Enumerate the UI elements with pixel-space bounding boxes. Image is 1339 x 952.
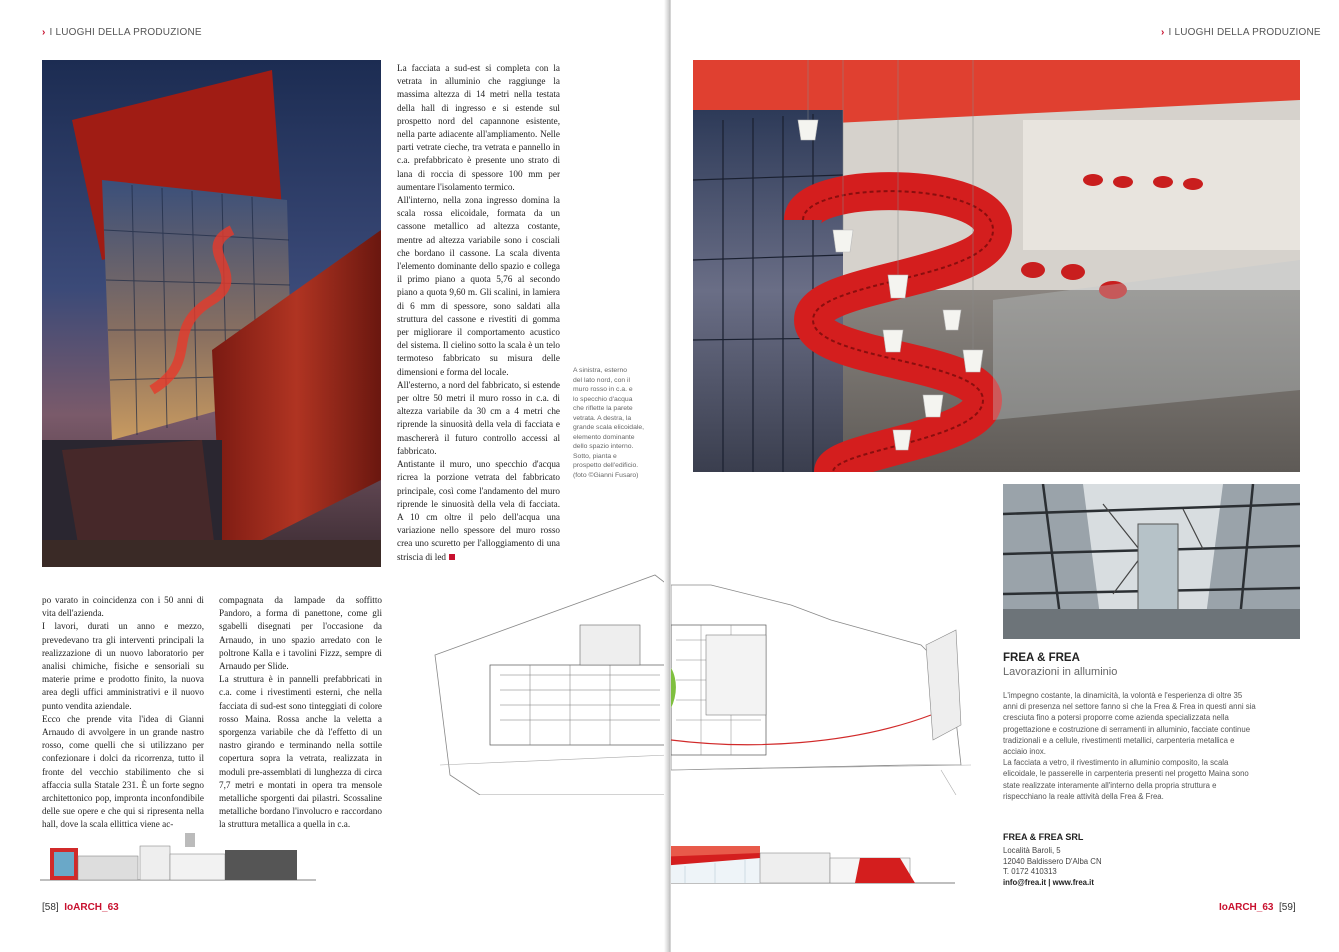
paragraph: po varato in coincidenza con i 50 anni di vita dell'azienda. — [42, 595, 204, 619]
running-head-left — [42, 27, 202, 38]
folio-left — [42, 902, 119, 913]
sponsor-photo — [1003, 484, 1300, 639]
exterior-photo — [42, 60, 381, 567]
sponsor-name: FREA & FREA — [1003, 652, 1080, 664]
sponsor-subtitle: Lavorazioni in alluminio — [1003, 666, 1118, 678]
right-page — [671, 0, 1339, 952]
running-head-right — [1161, 27, 1321, 38]
staircase-photo — [693, 60, 1300, 472]
page-number: [59] — [1279, 902, 1296, 913]
paragraph: L'impegno costante, la dinamicità, la volontà e l'esperienza di oltre 35 anni di presenza nel settore fanno sì che la Frea & Frea in questi anni sia cresciuta fino a potersi proporre come azienda specializzata nella progettazione e costruzione di serramenti in alluminio, facciate continue tradizionali e a cellule, rivestimenti metallici, carpenteria metallica e acciaio inox. — [1003, 691, 1256, 757]
paragraph: All'esterno, a nord del fabbricato, si estende per oltre 50 metri il muro rosso in c.a. di altezza variabile da 30 cm a 4 metri che riprende la sinuosità della vela di facciata e maschererà il futuro controllo accessi al fabbricato. — [397, 379, 560, 456]
text-column-3 — [397, 62, 560, 564]
photo-caption-visible: A sinistra, esterno del lato nord, con il muro rosso in c.a. e lo specchio d'acqua che riflette la parete vetrata. A destra, la grande scala elicoidale, elemento dominante dello spazio interno. Sotto, pianta e prospetto dell'edificio. (foto ©Gianni Fusaro) — [573, 367, 645, 479]
company-address: Località Baroli, 5 12040 Baldissero D'Alba CN T. 0172 410313 info@frea.it | www.frea.it — [1003, 846, 1102, 887]
paragraph: La facciata a vetro, il rivestimento in alluminio composito, la scala elicoidale, le passerelle in carpenteria presenti nel progetto Maina sono state realizzate interamente all'interno della propria struttura e rispecchiano la reale attività della Frea & Frea. — [1003, 758, 1249, 801]
page-number: [58] — [42, 902, 59, 913]
paragraph: Antistante il muro, uno specchio d'acqua ricrea la porzione vetrata del fabbricato principale, così come l'andamento del muro riprende le sinuosità della vela di facciata. A 10 cm oltre il pelo dell'acqua una variazione nello spessore del muro rosso crea uno scuretto per l'alloggiamento di una striscia di led — [397, 459, 560, 562]
magazine-name: IoARCH_63 — [64, 902, 119, 913]
company-name: FREA & FREA SRL — [1003, 832, 1084, 842]
elevation-right — [671, 828, 955, 888]
site-plan-left — [430, 565, 668, 795]
chevron-right-icon: › — [1161, 27, 1165, 38]
paragraph: La facciata a sud-est si completa con la vetrata in alluminio che raggiunge la massima altezza di 14 metri nella testata della hall di ingresso e si estende sul prospetto nord del capannone esistente, nella parte adiacente all'ampliamento. Nelle parti vetrate cieche, tra vetrata e pannello in c.a. prefabbricato è presente uno strato di lana di roccia di spessore 100 mm per aumentare l'isolamento termico. — [397, 63, 560, 192]
end-mark-icon — [449, 554, 455, 560]
paragraph: compagnata da lampade da soffitto Pandoro, a forma di panettone, come gli sgabelli disegnati per l'occasione da Arnaudo, in uno spazio arredato con le poltrone Kalla e i tavolini Fizzz, sempre di Arnaudo per Slide. — [219, 595, 382, 672]
text-column-2 — [219, 594, 382, 832]
paragraph: I lavori, durati un anno e mezzo, prevedevano tra gli interventi principali la realizzazione di un nuovo laboratorio per analisi chimiche, fisiche e sensoriali su materie prime e prodotto finito, la nuova area degli uffici amministrativi e il nuovo punto vendita aziendale. — [42, 621, 204, 711]
company-web[interactable]: info@frea.it | www.frea.it — [1003, 877, 1094, 887]
folio-right — [1219, 902, 1296, 913]
sponsor-text — [1003, 690, 1257, 802]
paragraph: All'interno, nella zona ingresso domina la scala rossa elicoidale, formata da un cassone metallico ad altezza costante, mentre ad altezza variabile sono i cosciali che bordano il cassone. La scala diventa l'elemento dominante dello spazio e collega il primo piano a quota 5,76 al secondo piano a quota 9,60 m. Gli scalini, in lamiera di 6 mm di spessore, sono saldati alla struttura del cassone e rivestiti di gomma per migliorare il comportamento acustico del sistema. Il cielino sotto la scala è un telo termoteso fabbricato su misura delle dimensioni e forma del locale. — [397, 195, 560, 377]
chevron-right-icon: › — [42, 27, 46, 38]
site-plan-right — [671, 565, 971, 795]
running-head-text: I LUOGHI DELLA PRODUZIONE — [49, 27, 202, 38]
elevation-left — [40, 828, 316, 888]
paragraph: La struttura è in pannelli prefabbricati in c.a. come i rivestimenti esterni, che nella facciata di sud-est sono tinteggiati di colore rosso Maina. Rossa anche la veletta a sporgenza variabile che dà l'effetto di un nastro girando e terminando nella sottile copertura sopra la vetrata, realizzata in moduli pre-assemblati di lunghezza di circa 7,7 metri e montati in opera tra mensole metalliche sporgenti dai pilastri. Scossaline metalliche bordano l'involucro e raccordano la struttura metallica a quella in c.a. — [219, 674, 382, 830]
magazine-name: IoARCH_63 — [1219, 902, 1274, 913]
left-page — [0, 0, 668, 952]
running-head-text: I LUOGHI DELLA PRODUZIONE — [1168, 27, 1321, 38]
paragraph: Ecco che prende vita l'idea di Gianni Arnaudo di avvolgere in un grande nastro rosso, come quelli che si utilizzano per confezionare i dolci da ricorrenza, tutto il fronte del vecchio stabilimento che si affaccia sulla Statale 231. È un forte segno architettonico pop, impronta inconfondibile delle sue opere e che qui si ripresenta nella hall, dove la scala ellittica viene ac- — [42, 713, 204, 830]
text-column-1 — [42, 594, 204, 832]
